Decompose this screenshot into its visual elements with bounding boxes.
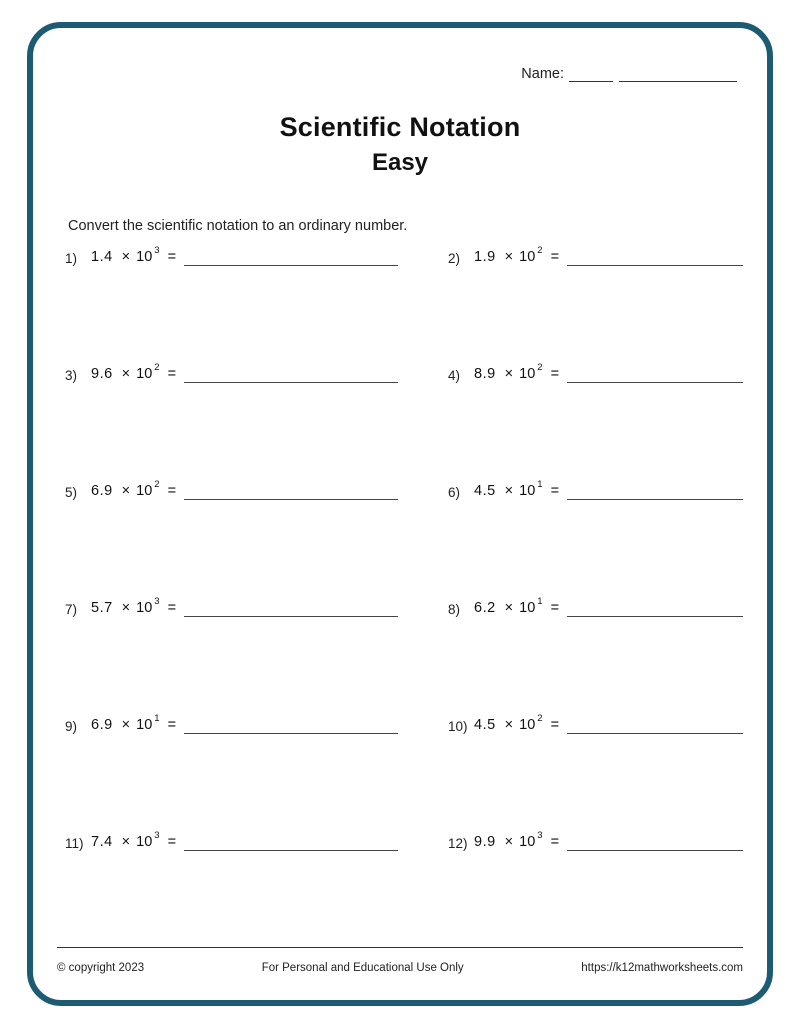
base: 10 <box>519 249 536 265</box>
exponent: 1 <box>537 596 543 607</box>
exponent: 2 <box>154 479 160 490</box>
problem-expression <box>91 480 176 499</box>
equals-symbol: = <box>167 600 177 616</box>
equals-symbol: = <box>550 366 560 382</box>
equals-symbol: = <box>550 717 560 733</box>
title-main: Scientific Notation <box>279 112 521 142</box>
exponent: 1 <box>154 713 160 724</box>
answer-blank[interactable] <box>567 714 743 734</box>
base: 10 <box>519 600 536 616</box>
base: 10 <box>136 249 153 265</box>
coefficient: 8.9 <box>474 366 496 382</box>
base: 10 <box>136 483 153 499</box>
problem-item-12 <box>406 831 751 948</box>
exponent: 3 <box>154 830 160 841</box>
coefficient: 5.7 <box>91 600 113 616</box>
answer-blank[interactable] <box>567 597 743 617</box>
equals-symbol: = <box>550 249 560 265</box>
usage-notice: For Personal and Educational Use Only <box>261 962 464 974</box>
equals-symbol: = <box>167 834 177 850</box>
multiply-symbol: × <box>121 834 131 850</box>
base: 10 <box>519 483 536 499</box>
problem-expression <box>91 363 176 382</box>
problem-item-8 <box>406 597 751 714</box>
problem-item-9 <box>61 714 406 831</box>
answer-blank[interactable] <box>567 363 743 383</box>
problem-number: 5) <box>65 485 78 500</box>
problem-row <box>61 480 751 597</box>
problem-row <box>61 714 751 831</box>
answer-blank[interactable] <box>184 480 398 500</box>
answer-blank[interactable] <box>567 480 743 500</box>
answer-blank[interactable] <box>184 246 398 266</box>
multiply-symbol: × <box>121 483 131 499</box>
problem-expression <box>91 246 176 265</box>
problem-item-7 <box>61 597 406 714</box>
problem-expression <box>474 597 559 616</box>
exponent: 3 <box>154 596 160 607</box>
problem-row <box>61 363 751 480</box>
problem-expression <box>91 714 176 733</box>
equals-symbol: = <box>550 600 560 616</box>
page-title <box>33 110 767 178</box>
multiply-symbol: × <box>121 249 131 265</box>
exponent: 3 <box>537 830 543 841</box>
answer-blank[interactable] <box>184 714 398 734</box>
equals-symbol: = <box>167 483 177 499</box>
problem-item-5 <box>61 480 406 597</box>
multiply-symbol: × <box>121 600 131 616</box>
equals-symbol: = <box>167 249 177 265</box>
problem-expression <box>91 597 176 616</box>
answer-blank[interactable] <box>184 597 398 617</box>
problem-item-4 <box>406 363 751 480</box>
problem-number: 12) <box>448 836 468 851</box>
coefficient: 7.4 <box>91 834 113 850</box>
multiply-symbol: × <box>121 366 131 382</box>
problem-expression <box>474 714 559 733</box>
multiply-symbol: × <box>504 834 514 850</box>
problem-expression <box>474 480 559 499</box>
coefficient: 6.9 <box>91 483 113 499</box>
exponent: 1 <box>537 479 543 490</box>
problem-item-1 <box>61 246 406 363</box>
coefficient: 9.6 <box>91 366 113 382</box>
multiply-symbol: × <box>504 483 514 499</box>
exponent: 2 <box>537 713 543 724</box>
problem-number: 6) <box>448 485 461 500</box>
problem-item-6 <box>406 480 751 597</box>
equals-symbol: = <box>167 366 177 382</box>
problem-row <box>61 246 751 363</box>
problem-number: 3) <box>65 368 78 383</box>
problem-number: 11) <box>65 836 84 851</box>
base: 10 <box>519 717 536 733</box>
problem-expression <box>91 831 176 850</box>
base: 10 <box>136 366 153 382</box>
exponent: 2 <box>537 362 543 373</box>
problem-number: 4) <box>448 368 461 383</box>
name-label: Name: <box>521 66 564 82</box>
problem-row <box>61 831 751 948</box>
title-subtitle: Easy <box>371 148 429 176</box>
problem-number: 8) <box>448 602 461 617</box>
multiply-symbol: × <box>504 366 514 382</box>
problem-item-2 <box>406 246 751 363</box>
multiply-symbol: × <box>504 600 514 616</box>
problem-item-11 <box>61 831 406 948</box>
problem-grid <box>61 246 751 948</box>
worksheet-sheet <box>33 28 767 1000</box>
worksheet-page <box>27 22 773 1006</box>
coefficient: 1.9 <box>474 249 496 265</box>
base: 10 <box>519 366 536 382</box>
base: 10 <box>519 834 536 850</box>
problem-item-10 <box>406 714 751 831</box>
problem-number: 9) <box>65 719 78 734</box>
problem-expression <box>474 831 559 850</box>
problem-number: 2) <box>448 251 461 266</box>
footer <box>57 962 743 974</box>
problem-number: 10) <box>448 719 468 734</box>
problem-expression <box>474 246 559 265</box>
base: 10 <box>136 600 153 616</box>
exponent: 3 <box>154 245 160 256</box>
coefficient: 6.2 <box>474 600 496 616</box>
coefficient: 1.4 <box>91 249 113 265</box>
exponent: 2 <box>537 245 543 256</box>
footer-divider <box>57 947 743 948</box>
multiply-symbol: × <box>121 717 131 733</box>
problem-number: 7) <box>65 602 78 617</box>
problem-expression <box>474 363 559 382</box>
name-blank-long[interactable] <box>619 67 737 82</box>
exponent: 2 <box>154 362 160 373</box>
multiply-symbol: × <box>504 717 514 733</box>
coefficient: 4.5 <box>474 717 496 733</box>
problem-row <box>61 597 751 714</box>
equals-symbol: = <box>167 717 177 733</box>
equals-symbol: = <box>550 483 560 499</box>
instruction-text: Convert the scientific notation to an ordinary number. <box>68 218 408 234</box>
answer-blank[interactable] <box>184 831 398 851</box>
multiply-symbol: × <box>504 249 514 265</box>
equals-symbol: = <box>550 834 560 850</box>
coefficient: 6.9 <box>91 717 113 733</box>
base: 10 <box>136 834 153 850</box>
answer-blank[interactable] <box>567 246 743 266</box>
copyright-text: © copyright 2023 <box>57 962 145 974</box>
base: 10 <box>136 717 153 733</box>
problem-number: 1) <box>65 251 78 266</box>
answer-blank[interactable] <box>567 831 743 851</box>
problem-item-3 <box>61 363 406 480</box>
coefficient: 9.9 <box>474 834 496 850</box>
website-url: https://k12mathworksheets.com <box>581 962 743 974</box>
answer-blank[interactable] <box>184 363 398 383</box>
coefficient: 4.5 <box>474 483 496 499</box>
name-blank-short[interactable] <box>569 67 613 82</box>
name-field-row <box>521 66 737 82</box>
